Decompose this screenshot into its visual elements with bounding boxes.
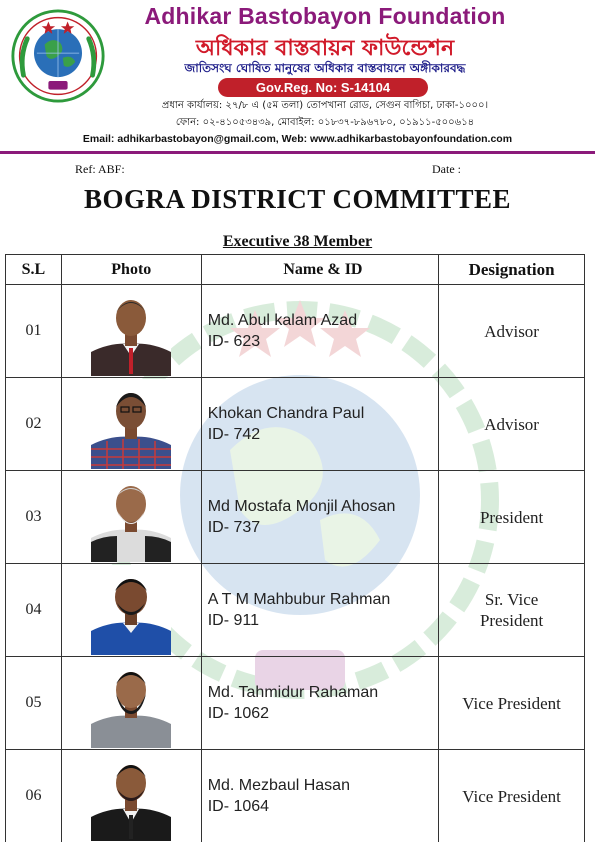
org-tagline: জাতিসংঘ ঘোষিত মানুষের অধিকার বাস্তবায়নে অঙ্গীকারবদ্ধ — [184, 61, 466, 75]
header-sl: S.L — [6, 255, 62, 285]
table-row — [6, 564, 585, 657]
member-designation: Sr. Vice — [484, 590, 539, 609]
reference-label: Ref: ABF: — [75, 162, 125, 176]
row-serial: 05 — [6, 657, 62, 750]
member-name-cell — [201, 657, 438, 750]
member-designation-line2: President — [479, 611, 544, 630]
header-name-id: Name & ID — [201, 255, 438, 285]
member-photo-cell — [61, 657, 201, 750]
member-name: Md. Tahmidur Rahaman — [207, 684, 379, 701]
table-row — [6, 378, 585, 471]
member-id: ID- 1062 — [207, 705, 270, 722]
member-designation: Advisor — [484, 321, 539, 341]
member-photo-cell — [61, 750, 201, 842]
member-designation: Advisor — [484, 414, 539, 434]
member-id: ID- 623 — [207, 333, 261, 350]
registration-badge: Gov.Reg. No: S-14104 — [218, 78, 428, 97]
row-serial: 01 — [6, 285, 62, 378]
row-serial: 06 — [6, 750, 62, 842]
subtitle-text: Executive 38 Member — [222, 233, 373, 250]
member-name-cell — [201, 378, 438, 471]
member-id: ID- 1064 — [207, 798, 270, 815]
member-photo — [91, 379, 171, 469]
table-row — [6, 750, 585, 842]
member-designation-cell — [439, 285, 585, 378]
letterhead — [0, 0, 595, 152]
member-id: ID- 742 — [207, 426, 261, 443]
member-photo — [91, 658, 171, 748]
office-address: প্রধান কার্যালয়: ২৭/৮ এ (৫ম তলা) তোপখানা রোড, সেগুন বাগিচা, ঢাকা-১০০০। — [161, 100, 489, 111]
header-photo: Photo — [61, 255, 201, 285]
member-name: Md Mostafa Monjil Ahosan — [207, 498, 396, 515]
member-id: ID- 911 — [207, 612, 259, 629]
table-row — [6, 471, 585, 564]
members-table — [5, 254, 585, 842]
member-name: Md. Abul kalam Azad — [207, 312, 358, 329]
member-photo — [91, 751, 171, 841]
member-designation-cell — [439, 378, 585, 471]
member-name-cell — [201, 285, 438, 378]
member-designation-cell — [439, 750, 585, 842]
member-photo-cell — [61, 564, 201, 657]
member-photo — [91, 565, 171, 655]
member-name-cell — [201, 471, 438, 564]
foundation-logo — [10, 8, 106, 104]
row-serial: 02 — [6, 378, 62, 471]
phone-numbers: ফোন: ০২-৪১০৫৩৪৩৯, মোবাইল: ০১৮৩৭-৮৯৬৭৮০, ০১৯১১-৫০০৬১৪ — [175, 117, 475, 128]
member-photo — [91, 472, 171, 562]
date-label: Date : — [432, 162, 461, 176]
header-divider — [0, 151, 595, 154]
member-photo-cell — [61, 471, 201, 564]
member-id: ID- 737 — [207, 519, 261, 536]
member-name-cell — [201, 564, 438, 657]
table-header-row — [6, 255, 585, 285]
member-photo — [91, 286, 171, 376]
member-designation-cell — [439, 471, 585, 564]
member-designation: Vice President — [462, 786, 561, 806]
table-row — [6, 285, 585, 378]
member-name: Khokan Chandra Paul — [207, 405, 365, 422]
row-serial: 04 — [6, 564, 62, 657]
member-designation-cell — [439, 657, 585, 750]
table-row — [6, 657, 585, 750]
member-designation-cell — [439, 564, 585, 657]
row-serial: 03 — [6, 471, 62, 564]
member-name: A T M Mahbubur Rahman — [207, 591, 391, 608]
committee-subtitle — [0, 233, 595, 251]
page-title: BOGRA DISTRICT COMMITTEE — [83, 184, 512, 214]
member-name-cell — [201, 750, 438, 842]
email-web-line: Email: adhikarbastobayon@gmail.com, Web: www.adhikarbastobayonfoundation.com — [82, 133, 513, 145]
member-name: Md. Mezbaul Hasan — [207, 777, 350, 794]
member-designation: President — [479, 507, 544, 527]
member-designation: Vice President — [462, 693, 561, 713]
member-photo-cell — [61, 285, 201, 378]
member-photo-cell — [61, 378, 201, 471]
org-name-bengali: অধিকার বাস্তবায়ন ফাউন্ডেশন — [195, 36, 455, 61]
org-name-english: Adhikar Bastobayon Foundation — [144, 3, 506, 29]
header-designation: Designation — [439, 255, 585, 285]
